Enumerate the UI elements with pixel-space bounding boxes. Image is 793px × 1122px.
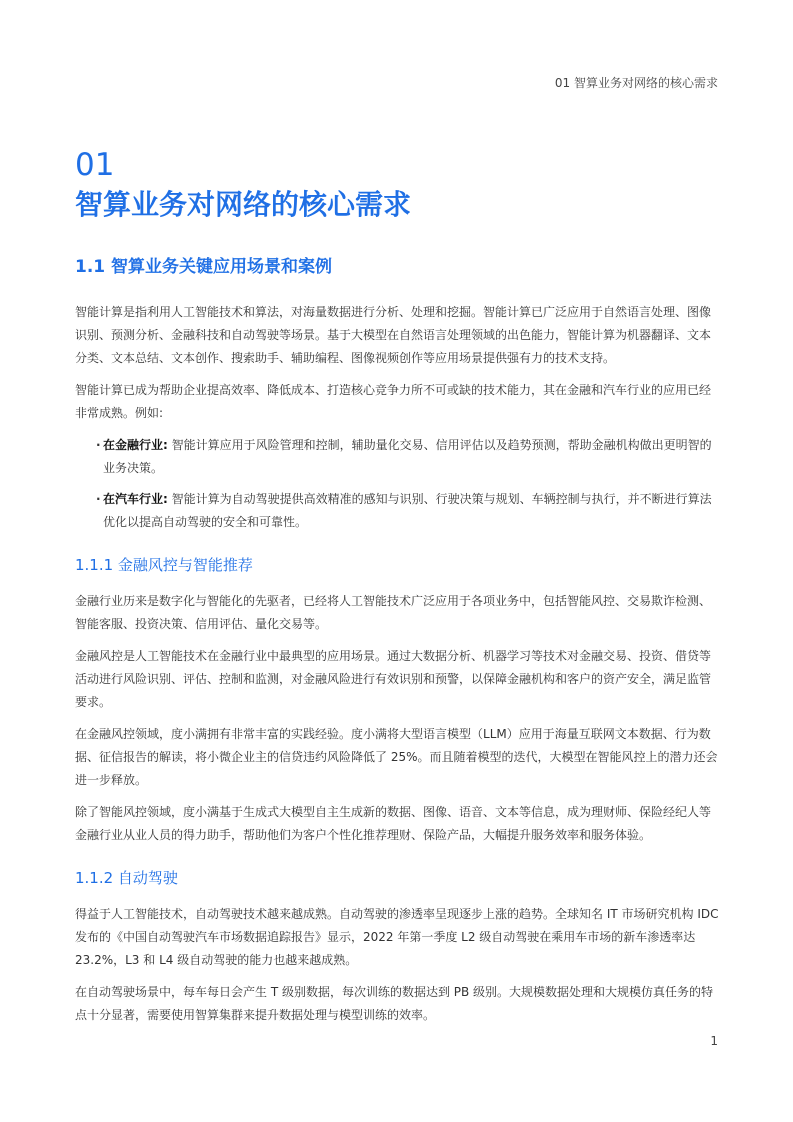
chapter-title: 智算业务对网络的核心需求 (75, 188, 412, 221)
section-heading-1-1-2: 1.1.2 自动驾驶 (75, 869, 178, 887)
section-heading-1-1: 1.1 智算业务关键应用场景和案例 (75, 257, 333, 277)
body-paragraph: 除了智能风控领域，度小满基于生成式大模型自主生成新的数据、图像、语音、文本等信息，成为理财师、保险经纪人等金融行业从业人员的得力助手，帮助他们为客户个性化推荐理财、保险产品，大幅提升服务效率和服务体验。 (75, 805, 712, 842)
page-body (75, 250, 720, 1036)
body-paragraph: 在自动驾驶场景中，每车每日会产生 T 级别数据，每次训练的数据达到 PB 级别。大规模数据处理和大规模仿真任务的特点十分显著，需要使用智算集群来提升数据处理与模型训练的效率。 (75, 985, 714, 1022)
bullet-term: 在汽车行业: (103, 492, 168, 506)
body-paragraph: 智能计算是指利用人工智能技术和算法，对海量数据进行分析、处理和挖掘。智能计算已广泛应用于自然语言处理、图像识别、预测分析、金融科技和自动驾驶等场景。基于大模型在自然语言处理领域的出色能力，智能计算为机器翻译、文本分类、文本总结、文本创作、搜索助手、辅助编程、图像视频创作等应用场景提供强有力的技术支持。 (75, 305, 712, 365)
body-paragraph: 金融风控是人工智能技术在金融行业中最典型的应用场景。通过大数据分析、机器学习等技术对金融交易、投资、借贷等活动进行风险识别、评估、控制和监测，对金融风险进行有效识别和预警，以保障金融机构和客户的资产安全，满足监管要求。 (75, 649, 712, 709)
industry-bullet-list (75, 434, 720, 534)
page-number: 1 (710, 1034, 718, 1048)
bullet-item-finance (75, 434, 720, 480)
body-paragraph: 智能计算已成为帮助企业提高效率、降低成本、打造核心竞争力所不可或缺的技术能力，其在金融和汽车行业的应用已经非常成熟。例如: (75, 383, 712, 420)
bullet-term: 在金融行业: (103, 438, 168, 452)
bullet-text: 智能计算应用于风险管理和控制，辅助量化交易、信用评估以及趋势预测，帮助金融机构做出更明智的业务决策。 (103, 438, 712, 475)
bullet-item-automotive (75, 488, 720, 534)
body-paragraph: 在金融风控领域，度小满拥有非常丰富的实践经验。度小满将大型语言模型（LLM）应用于海量互联网文本数据、行为数据、征信报告的解读，将小微企业主的信贷违约风险降低了 25%。而且随着模型的迭代，大模型在智能风控上的潜力还会进一步释放。 (75, 727, 718, 787)
section-heading-1-1-1: 1.1.1 金融风控与智能推荐 (75, 556, 253, 574)
bullet-dot: · (96, 492, 101, 506)
running-header: 01 智算业务对网络的核心需求 (554, 76, 718, 90)
bullet-dot: · (96, 438, 101, 452)
body-paragraph: 金融行业历来是数字化与智能化的先驱者，已经将人工智能技术广泛应用于各项业务中，包括智能风控、交易欺诈检测、智能客服、投资决策、信用评估、量化交易等。 (75, 594, 712, 631)
body-paragraph: 得益于人工智能技术，自动驾驶技术越来越成熟。自动驾驶的渗透率呈现逐步上涨的趋势。全球知名 IT 市场研究机构 IDC 发布的《中国自动驾驶汽车市场数据追踪报告》显示，2022 年第一季度 L2 级自动驾驶在乘用车市场的新车渗透率达 23.2%，L3 和 L4 级自动驾驶的能力也越来越成熟。 (75, 907, 719, 967)
bullet-text: 智能计算为自动驾驶提供高效精准的感知与识别、行驶决策与规划、车辆控制与执行，并不断进行算法优化以提高自动驾驶的安全和可靠性。 (103, 492, 712, 529)
chapter-number: 01 (75, 147, 115, 183)
